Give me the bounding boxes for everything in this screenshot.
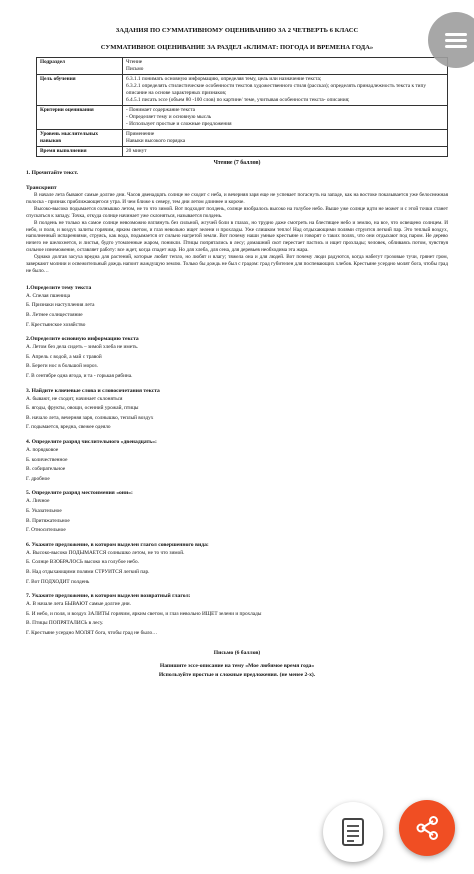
meta-line: Применение (126, 131, 155, 137)
answer-option: В. Над отдыхающими полями СТРУИТСЯ легкий пар. (26, 568, 150, 575)
answer-option: В. Береги нос в большой мороз. (26, 363, 98, 370)
answer-option: Г. Крестьянское хозяйство (26, 321, 86, 328)
answer-option: Г. Относительное (26, 527, 66, 534)
answer-option: А. В начале лета БЫВАЮТ самые долгие дни. (26, 601, 131, 608)
meta-row-criteria (37, 106, 448, 130)
meta-key: Уровень мыслительных навыков (37, 130, 123, 147)
goal-line: 6.4.5.1 писать эссе (объем 80 -100 слов) по картине/ теме, учитывая особенности текста- описания; (126, 97, 350, 103)
transcript-paragraph: Однако долгая засуха вредна для растений, которые любят тепло, но любят и влагу; тяжела она и для людей. Вот почему люди радуются, когда набегут грозовые тучи, грянет гром, заверкают молнии и освежительный дождь напоит жаждущую землю. Только бы дождь не был с градом: град губителен для поспевающих хлебов. Крестьяне усердно молят бога, чтобы град не было… (26, 254, 448, 274)
answer-option: Г. Вот ПОДХОДИТ полдень (26, 578, 90, 585)
question-title: 5. Определите разряд местоимения «они»: (26, 490, 133, 497)
question-title: 7. Укажите предложение, в котором выделен возвратный глагол: (26, 593, 191, 600)
question-block (26, 490, 448, 535)
meta-value (123, 106, 448, 130)
answer-option: Г. подымается, вредна, свежее одеяло (26, 424, 111, 431)
question-block (26, 285, 448, 330)
menu-icon (445, 30, 467, 51)
question-title: 1.Определите тему текста (26, 284, 92, 291)
question-block (26, 388, 448, 433)
reading-header: Чтение (7 баллов) (213, 160, 261, 166)
question-block (26, 542, 448, 587)
answer-option: В. Летнее солнцестояние (26, 312, 83, 319)
meta-key: Критерии оценивания (37, 106, 123, 130)
meta-row-time (37, 147, 448, 157)
document-button[interactable] (323, 802, 383, 862)
meta-line: Чтение (126, 59, 143, 65)
answer-option: А. порядковое (26, 447, 59, 453)
transcript-paragraph: Высоко-высоко подымается солнышко летом, не то что зимой. Вот подходит полдень, солнце взобралось высоко на голубое небо. Выше уже солнце идти не может и с этой точки станет спускаться к западу. Точка, откуда солнце начинает уже склоняться, называется полдень. (26, 205, 448, 219)
answer-option: Г. Крестьяне усердно МОЛЯТ бога, чтобы град не было… (26, 629, 158, 636)
meta-value: 20 минут (123, 147, 448, 157)
task-intro: 1. Прочитайте текст. (26, 170, 79, 176)
meta-row-section (37, 58, 448, 75)
answer-option: А. Летом без дела сидеть – зимой хлеба не иметь. (26, 344, 139, 351)
meta-row-levels (37, 130, 448, 147)
answer-option: Б. Солнце ВЗОБРАЛОСЬ высоко на голубое небо. (26, 559, 139, 566)
answer-option: Г. дробное (26, 475, 50, 482)
criteria-line: - Понимает содержание текста (126, 107, 195, 113)
doc-title: ЗАДАНИЯ ПО СУММАТИВНОМУ ОЦЕНИВАНИЮ ЗА 2 ЧЕТВЕРТЬ 6 КЛАСС (115, 27, 359, 34)
meta-value (123, 58, 448, 75)
answer-option: Б. Признаки наступления лета (26, 302, 95, 309)
answer-option: В. начало лета, вечерняя заря, солнышко, теплый воздух (26, 414, 154, 421)
answer-option: Б. Указательное (26, 507, 62, 514)
question-title: 2.Определите основную информацию текста (26, 336, 139, 343)
meta-key: Время выполнения (37, 147, 123, 157)
transcript-paragraph: В полдень не только на самое солнце невозможно взглянуть без сильной, жгучей боли в глазах, но трудно даже смотреть на блестящее небо и землю, на все, что освещено солнцем. И небо, и поля, и воздух залиты горячим, ярким светом, и глаз невольно ищет зелени и прохлады. Уже слишком тепло! Над отдыхающими полями струится легкий пар. Это теплый воздух, наполненный испарениями, струясь, как вода, подымается от сильно нагретой земли. Вот почему наши умные крестьяне и говорят о таких полях, что они отдыхают под паром. Не дерево ничего не шелохнется, и листья, будто утомленные жаром, поникли. Птицы попрятались в лесу; домашний скот перестает пастись и ищет прохлады; человек, обливаясь потом, чувствуя сильное изнеможение, оставляет работу: все ждет, когда спадет жар. Но для хлеба, для сена, для деревьев необходима эта жара. (26, 219, 448, 254)
answer-option: А. бывают, не сходит, начинает склоняться (26, 395, 123, 402)
share-icon (413, 814, 441, 842)
answer-option: А. Личное (26, 498, 50, 505)
answer-option: Б. ягоды, фрукты, овощи, осенний урожай, птицы (26, 405, 139, 412)
share-button[interactable] (399, 800, 455, 856)
criteria-line: - Использует простые и сложные предложения (126, 121, 232, 127)
answer-option: Б. И небо, и поля, и воздух ЗАЛИТЫ горячим, ярким светом, и глаз невольно ИЩЕТ зелени и прохлады (26, 610, 262, 617)
answer-option: Б. Апрель с водой, а май с травой (26, 353, 102, 360)
writing-header: Письмо (6 баллов) (213, 649, 261, 656)
answer-option: А. Высоко-высоко ПОДЫМАЕТСЯ солнышко летом, не то что зимой. (26, 549, 185, 556)
answer-option: Г. В сентябре одна ягода, и та - горькая рябина. (26, 373, 133, 380)
goal-line: 6.3.1.1 понимать основную информацию, определяя тему, цель или назначение текста; (126, 76, 322, 82)
question-title: 4. Определите разряд числительного «двенадцать»: (26, 439, 157, 445)
answer-option: Б. количественное (26, 456, 68, 463)
meta-line: Письмо (126, 66, 144, 72)
question-block (26, 593, 448, 638)
meta-value (123, 75, 448, 106)
question-title: 3. Найдите ключевые слова и словосочетания текста (26, 387, 160, 394)
answer-option: В. Притяжательное (26, 517, 70, 524)
meta-value (123, 130, 448, 147)
answer-option: В. собирательное (26, 466, 66, 473)
meta-key: Цель обучения (37, 75, 123, 106)
document-icon (340, 817, 366, 847)
meta-key: Подраздел (37, 58, 123, 75)
meta-table (36, 57, 448, 157)
goal-line: 6.3.2.1 определять стилистические особенности текстов художественного стиля (рассказ); определять принадлежность текста к типу описание на основе характерных признаков; (126, 83, 426, 96)
question-block (26, 336, 448, 381)
criteria-line: - Определяет тему и основную мысль (126, 114, 212, 120)
meta-line: Навыки высокого порядка (126, 138, 186, 144)
writing-task: Используйте простые и сложные предложения. (не менее 2-х). (158, 671, 316, 678)
doc-subtitle: СУММАТИВНОЕ ОЦЕНИВАНИЕ ЗА РАЗДЕЛ «КЛИМАТ: ПОГОДА И ВРЕМЕНА ГОДА» (100, 44, 374, 51)
writing-task: Напишите эссе-описание на тему «Мое любимое время года» (159, 662, 315, 669)
question-block (26, 439, 448, 484)
answer-option: В. Птицы ПОПРЯТАЛИСЬ в лесу. (26, 620, 104, 627)
transcript-label: Транскрипт (26, 185, 57, 191)
meta-row-goals (37, 75, 448, 106)
question-title: 6. Укажите предложение, в котором выделен глагол совершенного вида: (26, 541, 209, 548)
transcript-paragraph: В начале лета бывают самые долгие дни. Часов двенадцать солнце не сходит с неба, и вечерняя заря еще не успевает погаснуть на западе, как на востоке показывается уже белоснежная полоска - признак приближающегося утра. И чем ближе к северу, тем дни летом длиннее и короче. (26, 192, 448, 205)
answer-option: А. Спелая пшеница (26, 292, 71, 299)
